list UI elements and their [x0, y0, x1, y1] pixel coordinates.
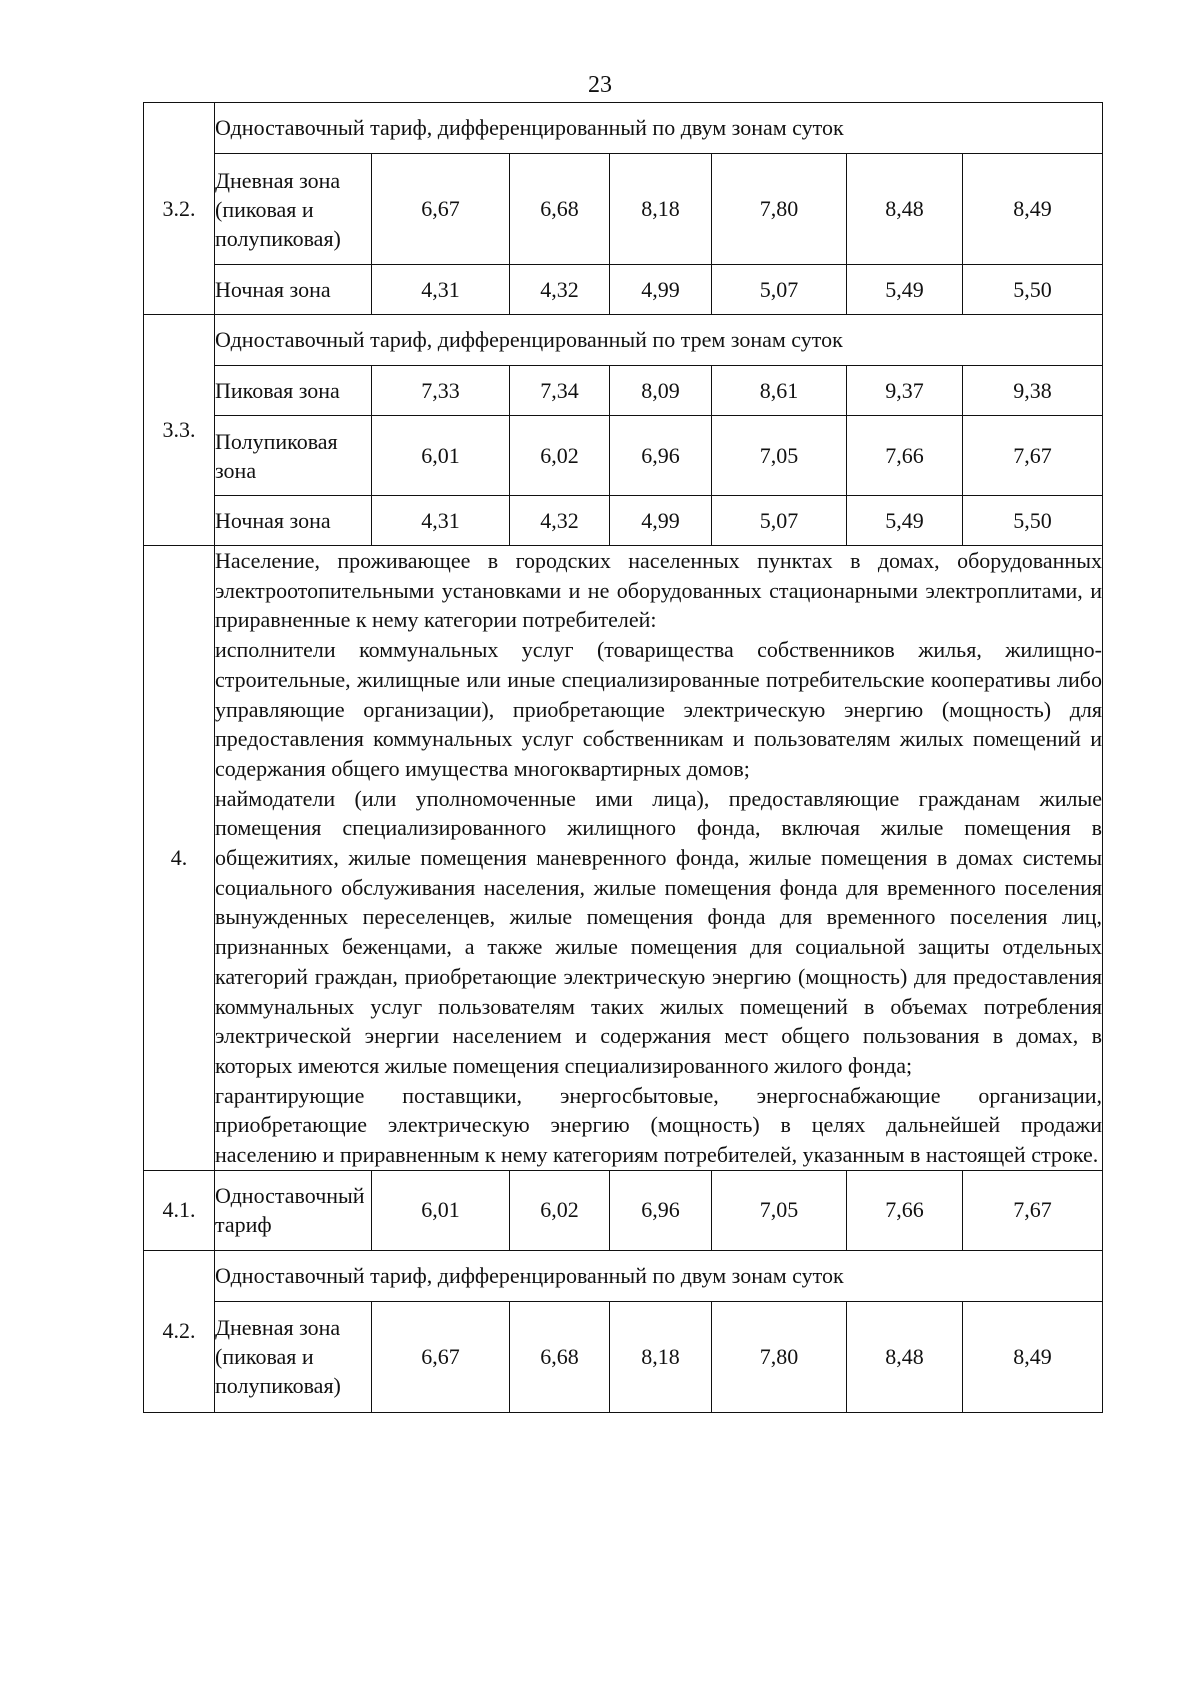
row-number: 3.3. [144, 315, 215, 546]
tariff-value: 5,49 [847, 496, 963, 546]
tariff-value: 8,18 [610, 1301, 712, 1412]
tariff-value: 7,66 [847, 1170, 963, 1250]
tariff-value: 7,67 [963, 416, 1103, 496]
tariff-value: 6,67 [372, 154, 510, 265]
table-row [144, 1301, 1103, 1412]
table-row [144, 496, 1103, 546]
zone-label: Пиковая зона [215, 366, 372, 416]
tariff-value: 7,67 [963, 1170, 1103, 1250]
tariff-value: 6,02 [510, 1170, 610, 1250]
description-paragraph: Население, проживающее в городских населенных пунктах в домах, оборудованных электроотопительными установками и не оборудованных стационарными электроплитами, и приравненные к нему категории потребителей: [215, 548, 1102, 633]
category-description [215, 546, 1103, 1171]
section-title: Одноставочный тариф, дифференцированный по двум зонам суток [215, 103, 1103, 154]
zone-label: Одноставочный тариф [215, 1170, 372, 1250]
tariff-value: 7,80 [712, 1301, 847, 1412]
zone-label: Дневная зона (пиковая и полупиковая) [215, 1301, 372, 1412]
tariff-value: 5,50 [963, 496, 1103, 546]
table-row [144, 1170, 1103, 1250]
tariff-value: 6,01 [372, 416, 510, 496]
page-number: 23 [588, 72, 612, 98]
table-row [144, 265, 1103, 315]
tariff-value: 6,96 [610, 416, 712, 496]
tariff-value: 7,80 [712, 154, 847, 265]
tariff-value: 4,99 [610, 265, 712, 315]
table-row [144, 154, 1103, 265]
table-row [144, 103, 1103, 154]
section-title: Одноставочный тариф, дифференцированный по трем зонам суток [215, 315, 1103, 366]
tariff-value: 8,49 [963, 1301, 1103, 1412]
tariff-value: 4,32 [510, 265, 610, 315]
description-paragraph: гарантирующие поставщики, энергосбытовые, энергоснабжающие организации, приобретающие электрическую энергию (мощность) в целях дальнейшей продажи населению и приравненным к нему категориям потребителей, указанным в настоящей строке. [215, 1082, 1102, 1168]
table-row [144, 366, 1103, 416]
tariff-table [143, 102, 1103, 1413]
tariff-value: 6,02 [510, 416, 610, 496]
table-row [144, 546, 1103, 1171]
tariff-value: 6,68 [510, 154, 610, 265]
tariff-value: 9,37 [847, 366, 963, 416]
table-row [144, 1250, 1103, 1301]
tariff-value: 4,31 [372, 265, 510, 315]
tariff-value: 7,33 [372, 366, 510, 416]
zone-label: Полупиковая зона [215, 416, 372, 496]
tariff-value: 8,18 [610, 154, 712, 265]
table-row [144, 416, 1103, 496]
description-paragraph: исполнители коммунальных услуг (товарищества собственников жилья, жилищно-строительные, жилищные или иные специализированные потребительские кооперативы либо управляющие организации), приобретающие электрическую энергию (мощность) для предоставления коммунальных услуг собственникам и пользователям жилых помещений и содержания общего имущества многоквартирных домов; [215, 637, 1102, 781]
tariff-value: 8,09 [610, 366, 712, 416]
tariff-value: 7,05 [712, 416, 847, 496]
tariff-value: 8,48 [847, 154, 963, 265]
zone-label: Ночная зона [215, 265, 372, 315]
row-number: 3.2. [144, 103, 215, 315]
row-number: 4. [144, 546, 215, 1171]
table-row [144, 315, 1103, 366]
tariff-value: 9,38 [963, 366, 1103, 416]
section-title: Одноставочный тариф, дифференцированный по двум зонам суток [215, 1250, 1103, 1301]
zone-label: Дневная зона (пиковая и полупиковая) [215, 154, 372, 265]
tariff-value: 7,05 [712, 1170, 847, 1250]
tariff-value: 5,49 [847, 265, 963, 315]
tariff-value: 8,49 [963, 154, 1103, 265]
tariff-value: 6,96 [610, 1170, 712, 1250]
row-number: 4.2. [144, 1250, 215, 1412]
tariff-value: 8,61 [712, 366, 847, 416]
tariff-value: 6,67 [372, 1301, 510, 1412]
tariff-value: 7,66 [847, 416, 963, 496]
tariff-value: 8,48 [847, 1301, 963, 1412]
tariff-value: 5,07 [712, 496, 847, 546]
tariff-value: 4,99 [610, 496, 712, 546]
tariff-value: 6,01 [372, 1170, 510, 1250]
tariff-value: 7,34 [510, 366, 610, 416]
tariff-value: 4,31 [372, 496, 510, 546]
tariff-value: 5,07 [712, 265, 847, 315]
tariff-value: 4,32 [510, 496, 610, 546]
row-number: 4.1. [144, 1170, 215, 1250]
tariff-value: 5,50 [963, 265, 1103, 315]
tariff-value: 6,68 [510, 1301, 610, 1412]
description-paragraph: наймодатели (или уполномоченные ими лица), предоставляющие гражданам жилые помещения специализированного жилищного фонда, включая жилые помещения в общежитиях, жилые помещения маневренного фонда, жилые помещения в домах системы социального обслуживания населения, жилые помещения фонда для временного поселения вынужденных переселенцев, жилые помещения фонда для временного поселения лиц, признанных беженцами, а также жилые помещения для социальной защиты отдельных категорий граждан, приобретающие электрическую энергию (мощность) для предоставления коммунальных услуг пользователям таких жилых помещений в объемах потребления электрической энергии населением и содержания мест общего пользования в домах, в которых имеются жилые помещения специализированного жилого фонда; [215, 785, 1102, 1078]
zone-label: Ночная зона [215, 496, 372, 546]
